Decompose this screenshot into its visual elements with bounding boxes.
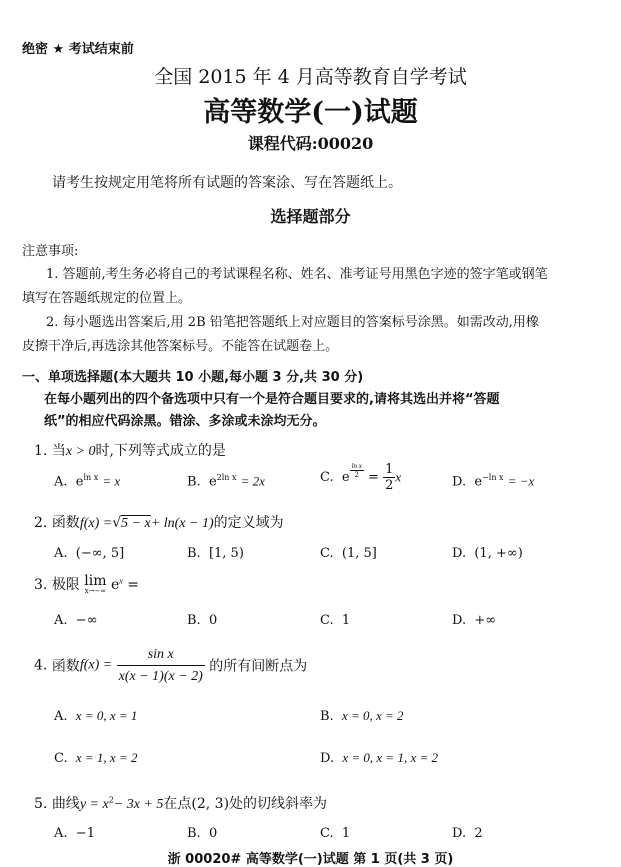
q4-text-post: 的所有间断点为 — [209, 658, 308, 675]
q2-sqrt-body: 5 − x — [121, 516, 151, 531]
q3-b-letter: B. — [187, 613, 201, 628]
q4-option-c — [54, 750, 137, 766]
q3-lim-word: lim — [84, 573, 107, 589]
q2-c-value: (1, 5] — [341, 546, 377, 561]
part1-heading: 一、单项选择题(本大题共 10 小题,每小题 3 分,共 30 分) — [22, 370, 364, 385]
q4-b-letter: B. — [320, 709, 334, 724]
notes-heading: 注意事项: — [22, 244, 79, 259]
q3-b-value: 0 — [208, 613, 218, 628]
question-5 — [34, 793, 327, 813]
q5-text-post: 处的切线斜率为 — [229, 796, 328, 812]
q3-option-d — [452, 613, 496, 628]
q2-b-value: [1, 5) — [208, 546, 244, 561]
q4-label: 4. — [34, 657, 48, 674]
part1-desc-line1: 在每小题列出的四个备选项中只有一个是符合题目要求的,请将其选出并将“答题 — [44, 392, 500, 407]
q1-option-d — [452, 473, 534, 489]
q3-option-c — [320, 613, 350, 628]
question-4 — [34, 644, 307, 687]
part1-desc-line2: 纸”的相应代码涂黑。错涂、多涂或未涂均无分。 — [44, 414, 326, 429]
q3-c-value: 1 — [341, 613, 351, 628]
q1-c-num: 1 — [385, 462, 394, 477]
q2-a-letter: A. — [54, 546, 68, 561]
page-footer: 浙 00020# 高等数学(一)试题 第 1 页(共 3 页) — [167, 852, 454, 867]
q1-c-exponent-fraction — [350, 462, 364, 479]
q5-b-value: 0 — [208, 826, 218, 841]
q2-d-value: (1, +∞) — [474, 546, 523, 561]
q4-func: f(x) = — [79, 657, 113, 673]
q1-c-var: x — [395, 469, 402, 485]
q2-option-b — [187, 546, 244, 561]
q1-option-a — [54, 473, 120, 489]
q3-label: 3. — [34, 577, 48, 593]
q2-func: f(x) = — [79, 516, 113, 531]
q4-a-value: x = 0, x = 1 — [75, 708, 138, 723]
sqrt-symbol: √ — [112, 515, 122, 531]
q1-d-rhs: = −x — [507, 473, 535, 489]
q5-text-pre: 曲线 — [51, 796, 80, 812]
q3-c-letter: C. — [320, 613, 334, 628]
question-2 — [34, 512, 284, 532]
q1-c-letter: C. — [320, 470, 334, 485]
exam-line: 全国 2015 年 4 月高等教育自学考试 — [154, 66, 467, 88]
q2-a-value: (−∞, 5] — [75, 546, 125, 561]
q4-c-value: x = 1, x = 2 — [75, 750, 138, 765]
q4-option-d — [320, 750, 438, 766]
q4-option-b — [320, 708, 404, 724]
q1-c-fraction — [383, 462, 395, 493]
q2-tail: + ln(x − 1) — [150, 516, 214, 531]
course-code: 课程代码:00020 — [247, 134, 374, 153]
q5-curve-exp: 2 — [108, 795, 114, 805]
q3-exp: x — [119, 576, 123, 586]
q4-option-a — [54, 708, 137, 724]
q1-a-base: e — [75, 474, 84, 490]
q5-d-value: 2 — [474, 826, 483, 841]
q4-num: sin x — [117, 644, 205, 666]
page-title: 高等数学(一)试题 — [203, 97, 418, 128]
q2-text-post: 的定义域为 — [213, 515, 284, 531]
q1-c-den: 2 — [385, 478, 394, 493]
q1-a-rhs: = x — [102, 473, 121, 489]
q4-d-letter: D. — [320, 751, 335, 766]
q2-text-pre: 函数 — [51, 515, 80, 531]
q5-curve-post: − 3x + 5 — [113, 797, 164, 812]
note1-line2: 填写在答题纸规定的位置上。 — [22, 291, 192, 306]
note2-line2: 皮擦干净后,再选涂其他答案标号。不能答在试题卷上。 — [22, 339, 339, 354]
q1-b-rhs: = 2x — [240, 473, 265, 489]
q1-text-post: 时,下列等式成立的是 — [95, 443, 226, 459]
note1-line1: 1. 答题前,考生务必将自己的考试课程名称、姓名、准考证号用黑色字迹的签字笔或钢笔 — [46, 267, 548, 282]
q3-eq: = — [127, 577, 139, 593]
q5-text-mid: 在点 — [163, 796, 192, 812]
question-1 — [34, 440, 226, 460]
q4-b-value: x = 0, x = 2 — [341, 708, 404, 723]
section-title: 选择题部分 — [270, 207, 351, 226]
q1-a-exp: ln x — [83, 473, 99, 482]
q5-label: 5. — [34, 796, 48, 812]
question-3 — [34, 574, 139, 595]
q1-d-exp: −ln x — [482, 473, 504, 482]
q1-condition: x > 0 — [65, 444, 96, 459]
q5-option-b — [187, 826, 217, 841]
q3-base: e — [110, 577, 120, 593]
q3-option-b — [187, 613, 217, 628]
q3-lim-sub: x→−∞ — [84, 587, 107, 595]
q4-d-value: x = 0, x = 1, x = 2 — [342, 750, 438, 765]
q1-b-exp: 2ln x — [216, 473, 237, 482]
q2-label: 2. — [34, 515, 48, 531]
q1-b-base: e — [208, 474, 217, 490]
q3-limit — [84, 574, 106, 595]
q4-text-pre: 函数 — [51, 658, 80, 675]
q3-d-letter: D. — [452, 613, 467, 628]
q5-option-a — [54, 826, 95, 841]
q1-c-base: e — [341, 470, 350, 485]
q1-d-letter: D. — [452, 474, 467, 490]
q2-d-letter: D. — [452, 546, 467, 561]
q5-point: (2, 3) — [191, 796, 230, 812]
q1-option-b — [187, 473, 265, 489]
q1-a-letter: A. — [54, 474, 68, 490]
q4-den: x(x − 1)(x − 2) — [118, 669, 203, 684]
q4-fraction — [117, 644, 205, 687]
q1-d-base: e — [474, 474, 483, 490]
q1-c-exp-den: 2 — [354, 471, 359, 479]
q2-b-letter: B. — [187, 546, 201, 561]
q5-curve-pre: y = x — [79, 797, 109, 812]
q1-option-c — [320, 462, 401, 493]
q1-text-pre: 当 — [51, 443, 66, 459]
q5-d-letter: D. — [452, 826, 467, 841]
q1-c-exp-num: ln x — [351, 462, 362, 470]
q1-c-eq: = — [368, 470, 379, 485]
q3-a-letter: A. — [54, 613, 68, 628]
confidential-label: 绝密 ★ 考试结束前 — [22, 42, 134, 57]
q3-option-a — [54, 613, 98, 628]
q2-option-a — [54, 546, 124, 561]
q5-option-d — [452, 826, 483, 841]
q4-a-letter: A. — [54, 709, 68, 724]
q5-option-c — [320, 826, 350, 841]
q3-d-value: +∞ — [474, 613, 497, 628]
q5-a-value: −1 — [75, 826, 95, 841]
q3-a-value: −∞ — [75, 613, 98, 628]
note2-line1: 2. 每小题选出答案后,用 2B 铅笔把答题纸上对应题目的答案标号涂黑。如需改动,用橡 — [46, 315, 539, 330]
q5-b-letter: B. — [187, 826, 201, 841]
q4-c-letter: C. — [54, 751, 68, 766]
q5-c-value: 1 — [341, 826, 351, 841]
q2-option-d — [452, 546, 523, 561]
q2-c-letter: C. — [320, 546, 334, 561]
q1-b-letter: B. — [187, 474, 201, 490]
instruction-text: 请考生按规定用笔将所有试题的答案涂、写在答题纸上。 — [52, 175, 402, 191]
q5-c-letter: C. — [320, 826, 334, 841]
q3-text-pre: 极限 — [51, 577, 80, 593]
q1-label: 1. — [34, 443, 48, 459]
q5-a-letter: A. — [54, 826, 68, 841]
q2-option-c — [320, 546, 377, 561]
